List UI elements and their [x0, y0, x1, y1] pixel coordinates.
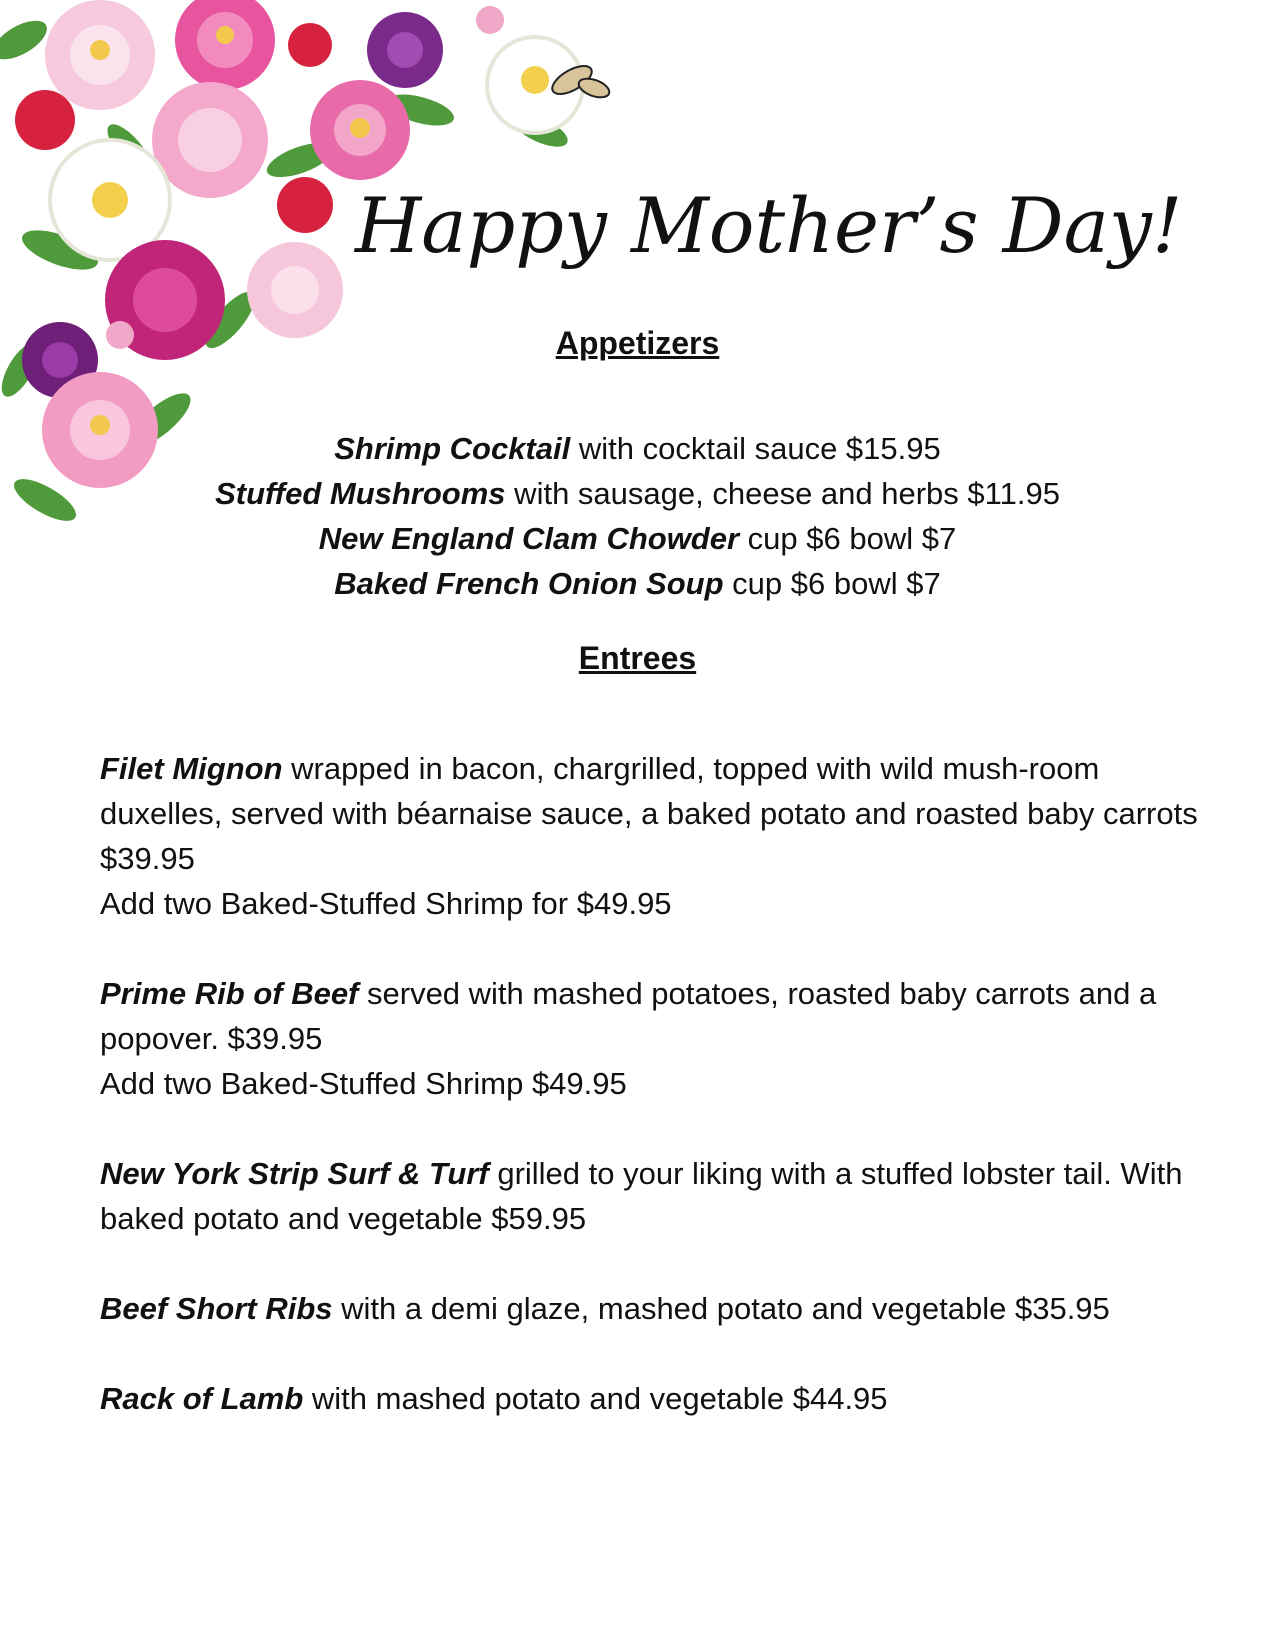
list-item	[100, 1286, 1220, 1331]
dish-name: Rack of Lamb	[100, 1381, 304, 1416]
dish-description: cup $6 bowl $7	[723, 566, 941, 601]
list-item	[0, 516, 1275, 561]
dish-description: with mashed potato and vegetable $44.95	[303, 1381, 888, 1416]
dish-description: grilled to your liking with a stuffed lobster tail. With baked potato and vegetable $59.95	[100, 1156, 1183, 1236]
dish-name: New York Strip Surf & Turf	[100, 1156, 489, 1191]
dish-description: with sausage, cheese and herbs $11.95	[505, 476, 1060, 511]
dish-name: Shrimp Cocktail	[334, 431, 571, 466]
entree-text	[100, 746, 1220, 881]
list-item	[100, 746, 1220, 926]
entrees-list	[100, 746, 1220, 1466]
dish-description: with cocktail sauce $15.95	[570, 431, 941, 466]
list-item	[0, 426, 1275, 471]
dish-name: Filet Mignon	[100, 751, 283, 786]
appetizers-list	[0, 426, 1275, 606]
entree-text	[100, 1376, 1220, 1421]
entree-text	[100, 971, 1220, 1061]
dish-description: served with mashed potatoes, roasted baby carrots and a popover. $39.95	[100, 976, 1157, 1056]
list-item	[100, 1376, 1220, 1421]
entree-addon: Add two Baked-Stuffed Shrimp $49.95	[100, 1066, 627, 1101]
entrees-heading: Entrees	[578, 640, 697, 676]
appetizers-heading: Appetizers	[555, 325, 720, 361]
list-item	[100, 1151, 1220, 1241]
list-item	[0, 561, 1275, 606]
entree-addon: Add two Baked-Stuffed Shrimp for $49.95	[100, 886, 672, 921]
list-item	[100, 971, 1220, 1106]
dish-name: Beef Short Ribs	[100, 1291, 333, 1326]
dish-name: New England Clam Chowder	[318, 521, 740, 556]
dish-name: Prime Rib of Beef	[100, 976, 359, 1011]
entree-text	[100, 1151, 1220, 1241]
entree-text	[100, 1286, 1220, 1331]
dish-name: Baked French Onion Soup	[334, 566, 724, 601]
dish-description: wrapped in bacon, chargrilled, topped with wild mush-room duxelles, served with béarnaise sauce, a baked potato and roasted baby carrots $39.95	[100, 751, 1198, 876]
dish-description: with a demi glaze, mashed potato and vegetable $35.95	[332, 1291, 1110, 1326]
page-title: Happy Mother’s Day!	[355, 181, 1183, 270]
dish-name: Stuffed Mushrooms	[215, 476, 506, 511]
dish-description: cup $6 bowl $7	[739, 521, 957, 556]
list-item	[0, 471, 1275, 516]
